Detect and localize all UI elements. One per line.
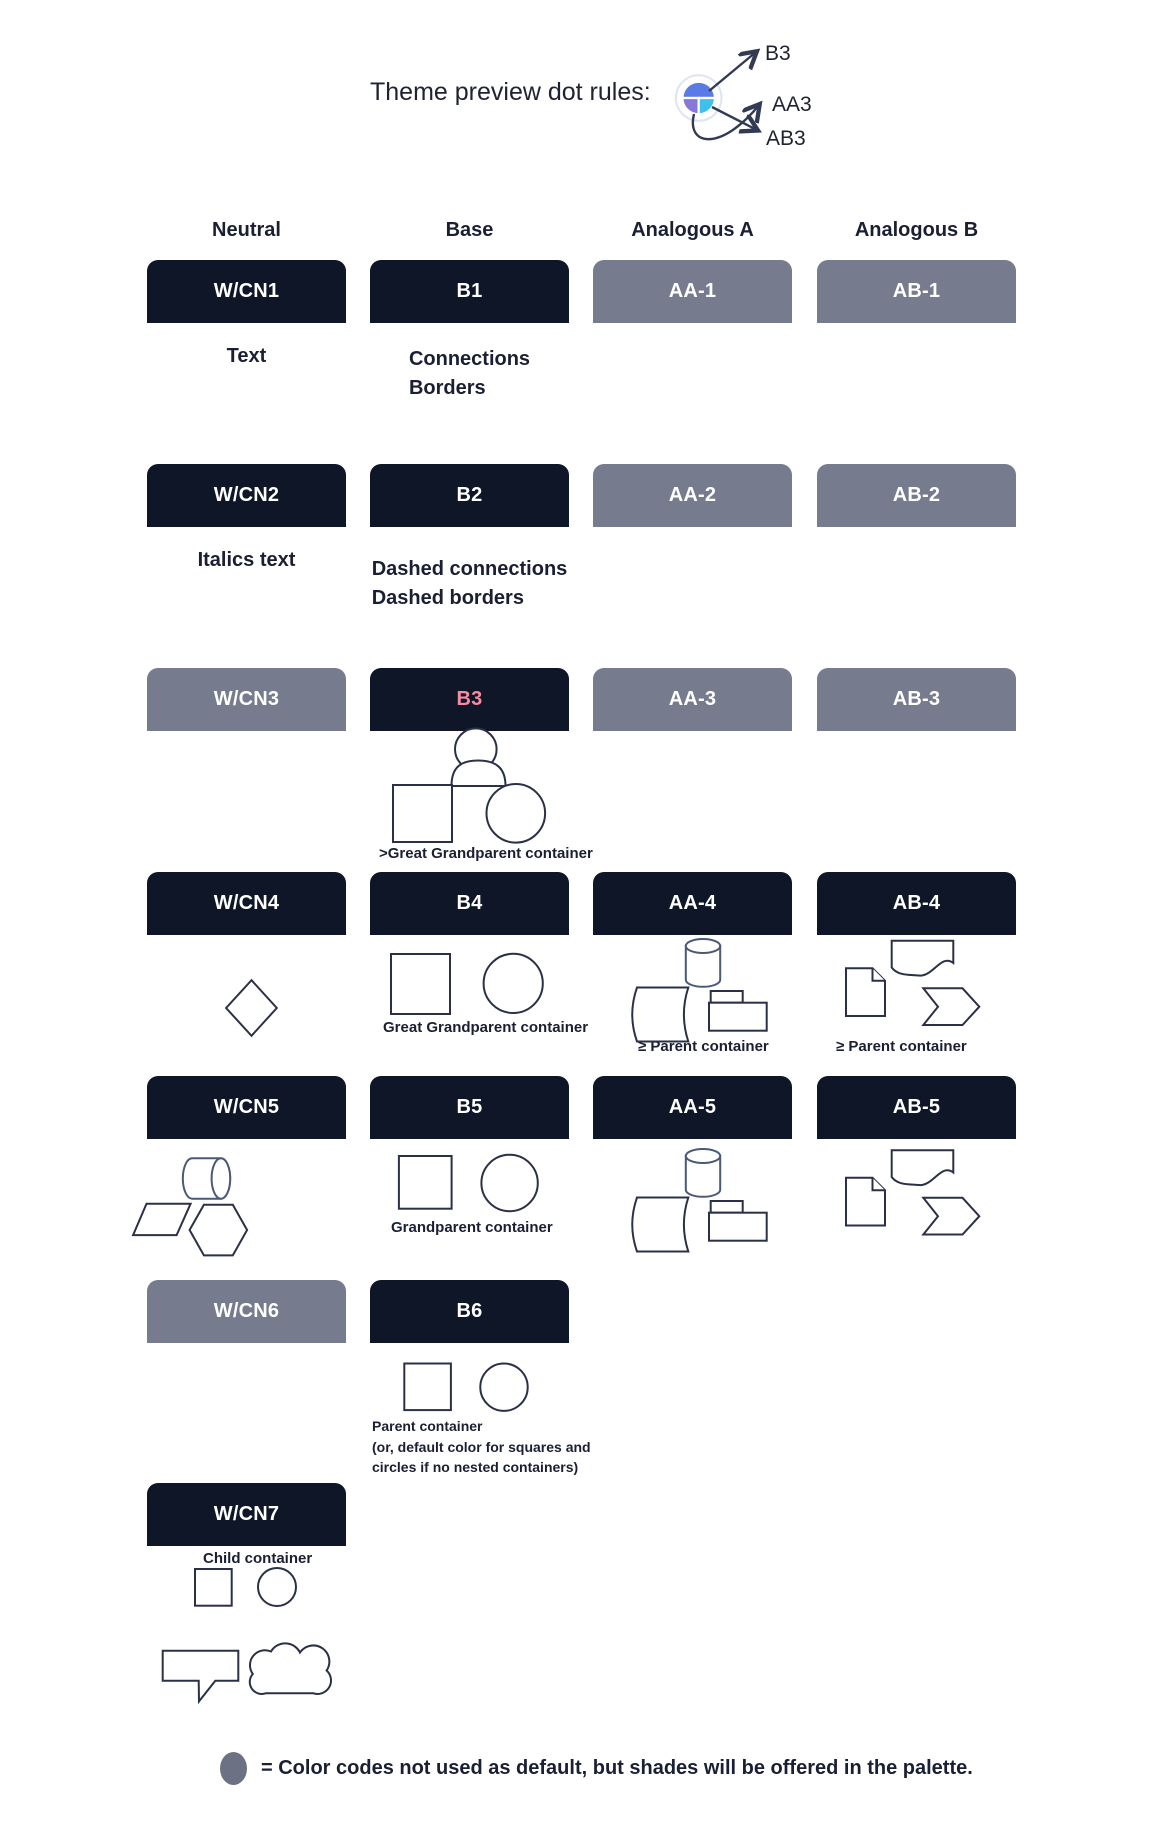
- circle-icon: [487, 784, 546, 843]
- circle-icon: [484, 954, 543, 1013]
- column-header-base: Base: [445, 219, 494, 241]
- swatch-ab5: AB-5: [817, 1076, 1016, 1139]
- caption-gte-parent-ab: ≥ Parent container: [836, 1038, 967, 1055]
- person-shoulders-icon: [452, 761, 506, 787]
- speech-bubble-icon: [163, 1651, 239, 1702]
- swatch-b4: B4: [370, 872, 569, 935]
- swatch-wcn7: W/CN7: [147, 1483, 346, 1546]
- diamond-icon: [226, 980, 277, 1036]
- parallelogram-icon: [133, 1204, 191, 1235]
- square-icon: [195, 1569, 232, 1606]
- circle-icon: [258, 1568, 296, 1606]
- caption-connections: Connections: [408, 348, 531, 370]
- swatch-aa5: AA-5: [593, 1076, 792, 1139]
- arrow-to-b3: [709, 52, 756, 91]
- swatch-wcn1: W/CN1: [147, 260, 346, 323]
- square-icon: [393, 785, 452, 842]
- swatch-wcn6: W/CN6: [147, 1280, 346, 1343]
- circle-icon: [480, 1364, 527, 1411]
- swatch-b2: B2: [370, 464, 569, 527]
- caption-gte-parent-aa: ≥ Parent container: [638, 1038, 769, 1055]
- page-title: Theme preview dot rules:: [370, 78, 651, 106]
- caption-borders: Borders: [408, 376, 486, 399]
- caption-gt-great-grandparent: >Great Grandparent container: [379, 845, 593, 862]
- aa5-shapes: [632, 1149, 766, 1252]
- dot-label-b3: B3: [765, 42, 791, 65]
- caption-parent-line3: circles if no nested containers): [372, 1459, 579, 1475]
- dot-label-ab3: AB3: [766, 127, 806, 150]
- ab4-shapes: [846, 941, 979, 1025]
- square-icon: [399, 1156, 452, 1209]
- column-header-analogous-b: Analogous B: [854, 219, 979, 241]
- swatch-b1: B1: [370, 260, 569, 323]
- square-icon: [391, 954, 450, 1014]
- dot-label-aa3: AA3: [772, 93, 812, 116]
- caption-parent-line1: Parent container: [372, 1418, 483, 1434]
- swatch-aa2: AA-2: [593, 464, 792, 527]
- swatch-wcn4: W/CN4: [147, 872, 346, 935]
- swatch-ab4: AB-4: [817, 872, 1016, 935]
- swatch-b3: B3: [370, 668, 569, 731]
- caption-grandparent: Grandparent container: [391, 1219, 553, 1236]
- square-icon: [404, 1364, 451, 1411]
- swatch-b6: B6: [370, 1280, 569, 1343]
- ab5-shapes: [846, 1150, 979, 1234]
- arrow-to-ab3: [712, 107, 757, 130]
- swatch-wcn2: W/CN2: [147, 464, 346, 527]
- caption-dashed-connections: Dashed connections: [371, 558, 568, 580]
- swatch-b5: B5: [370, 1076, 569, 1139]
- legend-text: = Color codes not used as default, but shades will be offered in the palette.: [261, 1757, 973, 1779]
- caption-great-grandparent: Great Grandparent container: [383, 1019, 589, 1036]
- horizontal-cylinder-end-icon: [212, 1158, 231, 1198]
- column-header-neutral: Neutral: [212, 219, 281, 241]
- column-header-analogous-a: Analogous A: [631, 219, 754, 241]
- swatch-ab1: AB-1: [817, 260, 1016, 323]
- aa4-shapes: [632, 939, 766, 1042]
- caption-italics-text: Italics text: [197, 549, 296, 571]
- caption-dashed-borders: Dashed borders: [371, 586, 524, 609]
- swatch-aa4: AA-4: [593, 872, 792, 935]
- cloud-icon: [250, 1643, 331, 1694]
- swatch-aa1: AA-1: [593, 260, 792, 323]
- swatch-ab2: AB-2: [817, 464, 1016, 527]
- swatch-ab3: AB-3: [817, 668, 1016, 731]
- circle-icon: [481, 1155, 537, 1211]
- swatch-wcn5: W/CN5: [147, 1076, 346, 1139]
- caption-text: Text: [226, 345, 267, 367]
- hexagon-icon: [190, 1205, 248, 1256]
- swatch-aa3: AA-3: [593, 668, 792, 731]
- caption-parent-line2: (or, default color for squares and: [372, 1438, 591, 1455]
- caption-child-container: Child container: [203, 1550, 313, 1567]
- swatch-wcn3: W/CN3: [147, 668, 346, 731]
